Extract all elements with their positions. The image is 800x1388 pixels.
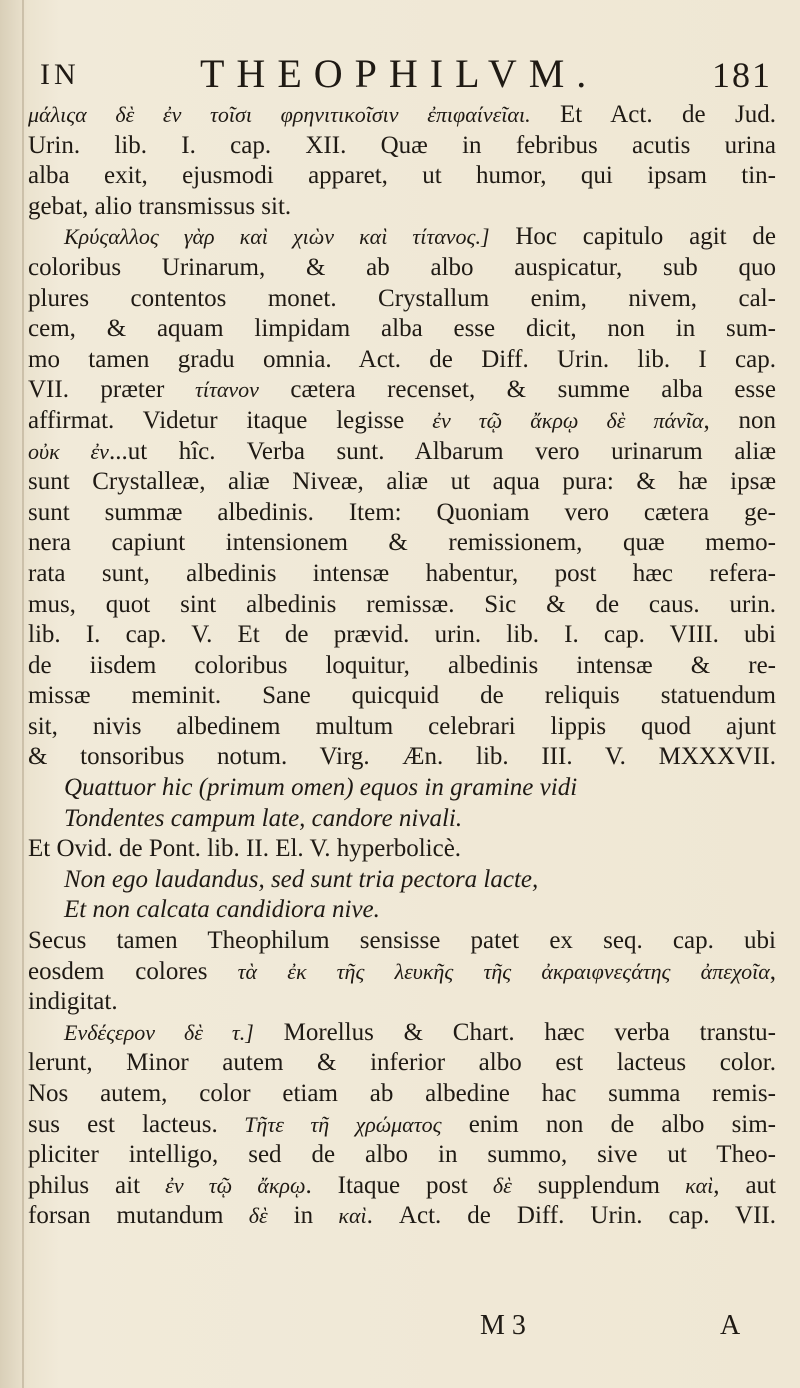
text-line: missæ meminit. Sane quicquid de reliquis statuendum [28,682,776,710]
verse-quotation: Et non calcata candidiora nive. [64,896,380,924]
text-line: rata sunt, albedinis intensæ habentur, post hæc refera- [28,559,776,587]
text-line: sunt Crystalleæ, aliæ Niveæ, aliæ ut aqua pura: & hæ ipsæ [28,468,776,496]
text-line: sunt summæ albedinis. Item: Quoniam vero cætera ge- [28,498,776,526]
text-line: pliciter intelligo, sed de albo in summo, sive ut Theo- [28,1141,776,1169]
text-line: philus ait ἐν τῷ ἄκρῳ. Itaque post δὲ supplendum καὶ, aut [28,1171,776,1199]
text-line: affirmat. Videtur itaque legisse ἐν τῷ ἄκρῳ δὲ πάνῖα, non [28,406,776,434]
text-line: indigitat. [28,988,118,1016]
text-line: de iisdem coloribus loquitur, albedinis intensæ & re- [28,651,776,679]
text-line: mo tamen gradu omnia. Act. de Diff. Urin. lib. I cap. [28,345,776,373]
text-line: μάλιςα δὲ ἐν τοῖσι φρηνιτικοῖσιν ἐπιφαίνεῖαι. Et Act. de Jud. [28,101,776,128]
catchword: A [720,1310,741,1341]
text-line: coloribus Urinarum, & ab albo auspicatur, sub quo [28,253,776,281]
verse-quotation: Non ego laudandus, sed sunt tria pectora lacte, [64,865,539,893]
text-line: eosdem colores τὰ ἐκ τῆς λευκῆς τῆς ἀκραιφνεςάτης ἀπεχοῖα, [28,957,776,985]
signature-mark: M 3 [480,1310,526,1341]
header-prefix: IN [40,58,80,91]
text-line: Et Ovid. de Pont. lib. II. El. V. hyperbolicè. [28,835,462,863]
text-line: lerunt, Minor autem & inferior albo est lacteus color. [28,1049,776,1077]
page-footer [0,1310,800,1350]
text-line: Secus tamen Theophilum sensisse patet ex seq. cap. ubi [28,927,776,955]
text-line: lib. I. cap. V. Et de prævid. urin. lib. I. cap. VIII. ubi [28,621,776,649]
text-line: οὐκ ἐν...ut hîc. Verba sunt. Albarum vero urinarum aliæ [28,437,776,465]
header-title: THEOPHILVM. [200,51,599,96]
text-line: sit, nivis albedinem multum celebrari lippis quod ajunt [28,712,776,740]
text-line: gebat, alio transmissus sit. [28,192,292,220]
text-line: cem, & aquam limpidam alba esse dicit, non in sum- [28,315,776,343]
text-line: mus, quot sint albedinis remissæ. Sic & de caus. urin. [28,590,776,618]
text-line: alba exit, ejusmodi apparet, ut humor, qui ipsam tin- [28,162,776,190]
verse-quotation: Quattuor hic (primum omen) equos in gramine vidi [64,774,578,802]
lemma-line: Ενδέςερον δὲ τ.] Morellus & Chart. hæc verba transtu- [64,1018,776,1046]
text-line: & tonsoribus notum. Virg. Æn. lib. III. V. MXXXVII. [28,743,776,771]
text-line: plures contentos monet. Crystallum enim, nivem, cal- [28,284,776,312]
page-gutter-edge [22,0,24,1388]
text-line: sus est lacteus. Τῆτε τῆ χρώματος enim non de albo sim- [28,1110,776,1138]
text-line: forsan mutandum δὲ in καὶ. Act. de Diff. Urin. cap. VII. [28,1202,776,1230]
text-line: nera capiunt intensionem & remissionem, quæ memo- [28,529,776,557]
page-number: 181 [712,55,772,95]
text-line: VII. præter τίτανον cætera recenset, & summe alba esse [28,376,776,404]
lemma-line: Κρύςαλλος γὰρ καὶ χιὼν καὶ τίτανος.] Hoc capitulo agit de [64,223,776,251]
commentary-text [28,100,776,1232]
verse-quotation: Tondentes campum late, candore nivali. [64,804,463,832]
text-line: Urin. lib. I. cap. XII. Quæ in febribus acutis urina [28,131,776,159]
text-line: Nos autem, color etiam ab albedine hac summa remis- [28,1080,776,1107]
